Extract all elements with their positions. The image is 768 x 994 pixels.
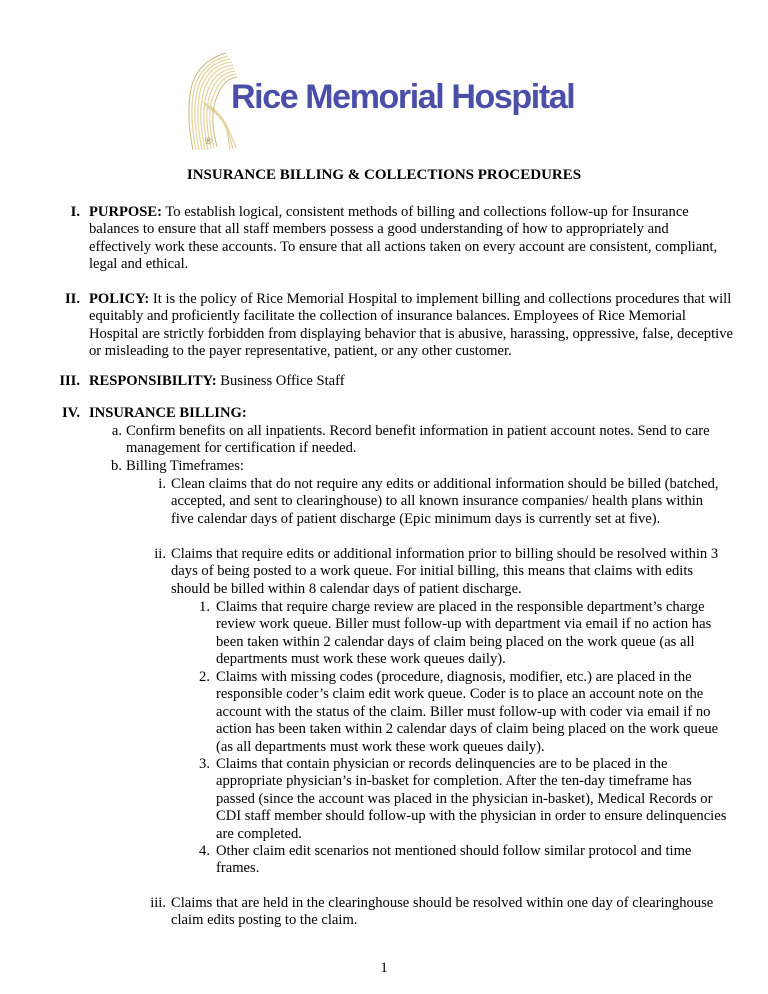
section-number-billing: IV. <box>62 405 80 421</box>
responsibility-text: Business Office Staff <box>216 373 345 389</box>
purpose-text: To establish logical, consistent methods of billing and collections follow-up for Insurance balances to ensure that all staff members possess a good understanding of how to appropriately and effectively work these accounts. To ensure that all actions taken on every account are consistent, compliant, legal and ethical. <box>89 204 718 273</box>
registered-mark: ® <box>205 136 212 146</box>
policy-label: POLICY: <box>89 291 150 307</box>
item-3-marker: 3. <box>199 756 210 772</box>
item-iii-text: Claims that are held in the clearinghouse should be resolved within one day of clearinghouse claim edits posting to the claim. <box>171 895 714 929</box>
section-purpose <box>89 204 729 274</box>
document-title: INSURANCE BILLING & COLLECTIONS PROCEDURES <box>186 167 582 183</box>
item-i-text: Clean claims that do not require any edits or additional information should be billed (batched, accepted, and sent to clearinghouse) to all known insurance companies/ health plans within five calendar days of patient discharge (Epic minimum days is currently set at five). <box>171 476 719 527</box>
item-2-marker: 2. <box>199 669 210 685</box>
section-number-purpose: I. <box>70 204 80 220</box>
item-a-marker: a. <box>111 423 122 439</box>
item-1-text: Claims that require charge review are placed in the responsible department’s charge review work queue. Biller must follow-up with department via email if no action has been taken within 2 calendar days of claim being placed on the work queue (as all departments must work these work queues daily). <box>216 599 712 668</box>
section-number-responsibility: III. <box>59 373 80 389</box>
hospital-name: Rice Memorial Hospital <box>231 78 575 116</box>
item-ii-marker: ii. <box>154 546 166 562</box>
section-responsibility <box>89 373 729 390</box>
item-b-text: Billing Timeframes: <box>126 458 244 474</box>
hospital-logo <box>178 50 598 158</box>
item-4-marker: 4. <box>199 843 210 859</box>
item-ii-text: Claims that require edits or additional information prior to billing should be resolved within 3 days of being posted to a work queue. For initial billing, this means that claims with edits should be billed within 8 calendar days of patient discharge. <box>171 546 719 597</box>
item-2-text: Claims with missing codes (procedure, diagnosis, modifier, etc.) are placed in the responsible coder’s claim edit work queue. Coder is to place an account note on the account with the status of the claim. Biller must follow-up with coder via email if no action has been taken within 2 calendar days of claim being placed on the work queue (as all departments must work these work queues daily). <box>216 669 719 755</box>
item-4-text: Other claim edit scenarios not mentioned should follow similar protocol and time frames. <box>216 843 692 877</box>
policy-text: It is the policy of Rice Memorial Hospital to implement billing and collections procedures that will equitably and proficiently facilitate the collection of insurance balances. Employees of Rice Memorial Hospital are strictly forbidden from displaying behavior that is abusive, harassing, oppressive, false, deceptive or misleading to the payer representative, patient, or any other customer. <box>89 291 733 360</box>
section-number-policy: II. <box>64 291 80 307</box>
item-iii-marker: iii. <box>150 895 166 911</box>
item-i-marker: i. <box>158 476 166 492</box>
item-b-marker: b. <box>111 458 122 474</box>
section-policy <box>89 291 734 361</box>
purpose-label: PURPOSE: <box>89 204 162 220</box>
item-a-text: Confirm benefits on all inpatients. Record benefit information in patient account notes. Send to care management for certification if needed. <box>126 423 710 457</box>
billing-label: INSURANCE BILLING: <box>89 405 247 421</box>
page-number: 1 <box>380 960 388 976</box>
item-3-text: Claims that contain physician or records delinquencies are to be placed in the appropriate physician’s in-basket for completion. After the ten-day timeframe has passed (since the account was placed in the physician in-basket), Medical Records or CDI staff member should follow-up with the physician in order to ensure delinquencies are completed. <box>216 756 727 842</box>
responsibility-label: RESPONSIBILITY: <box>89 373 217 389</box>
item-1-marker: 1. <box>199 599 210 615</box>
